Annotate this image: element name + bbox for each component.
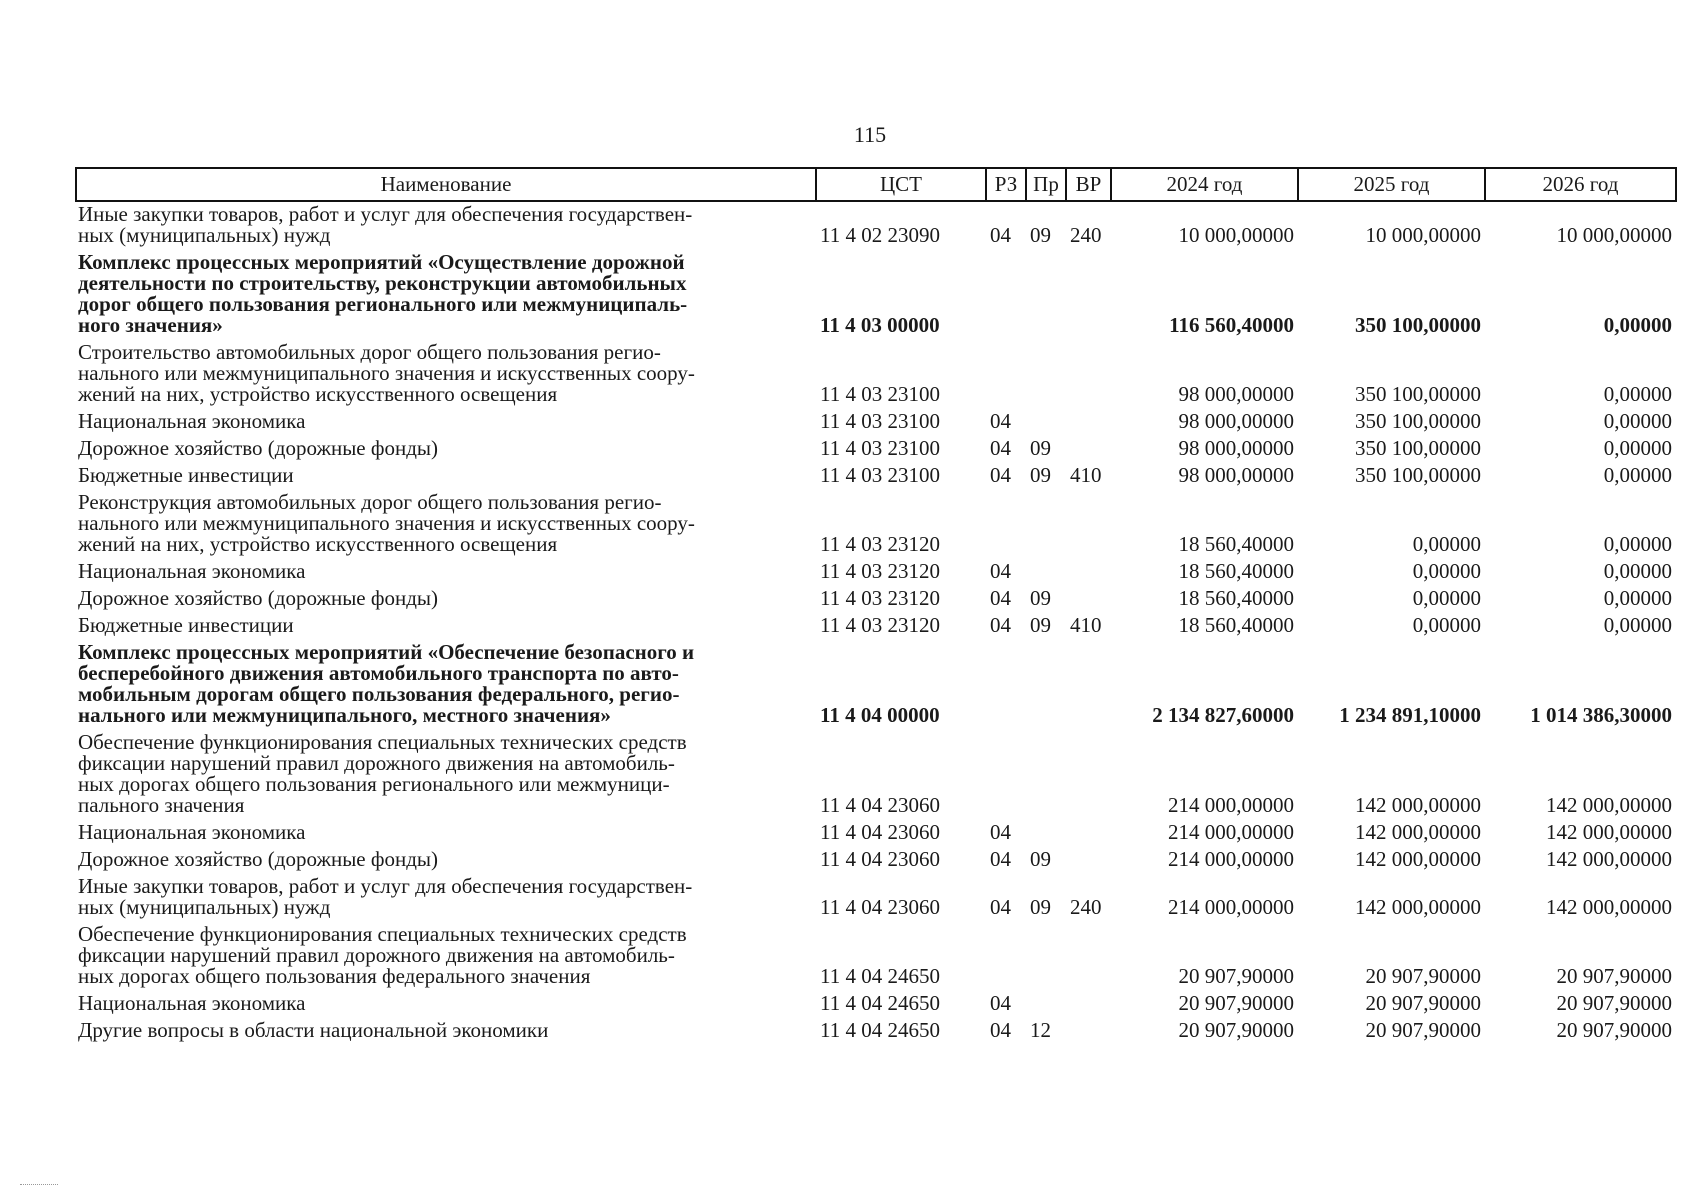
cell-pr — [1026, 820, 1066, 847]
cell-rz: 04 — [990, 613, 1011, 637]
cell-y2025: 142 000,00000 — [1355, 793, 1481, 817]
cell-pr: 09 — [1030, 223, 1051, 247]
table-row — [76, 874, 1676, 922]
cell-vr — [1066, 409, 1111, 436]
table-row — [76, 847, 1676, 874]
cell-name-line: Национальная экономика — [78, 559, 306, 583]
table-row — [76, 991, 1676, 1018]
cell-rz: 04 — [990, 463, 1011, 487]
cell-name-line: нального или межмуниципального значения и искусственных соору- — [78, 511, 695, 535]
cell-pr: 09 — [1030, 847, 1051, 871]
cell-name-line: ных (муниципальных) нужд — [78, 223, 331, 247]
table-body — [76, 201, 1676, 1045]
cell-cst: 11 4 04 24650 — [820, 1018, 940, 1042]
cell-name — [76, 463, 816, 490]
cell-y2026: 0,00000 — [1603, 559, 1672, 583]
cell-rz: 04 — [990, 586, 1011, 610]
cell-name — [76, 991, 816, 1018]
cell-y2024: 214 000,00000 — [1168, 820, 1294, 844]
cell-y2026: 0,00000 — [1603, 586, 1672, 610]
cell-y2025: 0,00000 — [1412, 586, 1481, 610]
cell-pr: 09 — [1030, 463, 1051, 487]
cell-name — [76, 1018, 816, 1045]
cell-y2024: 20 907,90000 — [1178, 1018, 1294, 1042]
cell-y2024: 98 000,00000 — [1178, 382, 1294, 406]
col-header-cst: ЦСТ — [816, 168, 986, 201]
cell-name-line: Комплекс процессных мероприятий «Обеспечение безопасного и — [78, 640, 695, 664]
cell-vr: 240 — [1070, 895, 1102, 919]
cell-cst: 11 4 04 23060 — [820, 820, 940, 844]
cell-y2024: 18 560,40000 — [1178, 613, 1294, 637]
cell-y2026: 142 000,00000 — [1546, 895, 1672, 919]
table-row — [76, 559, 1676, 586]
cell-y2024: 18 560,40000 — [1178, 559, 1294, 583]
table-row — [76, 613, 1676, 640]
cell-y2026: 142 000,00000 — [1546, 793, 1672, 817]
cell-cst: 11 4 04 24650 — [820, 991, 940, 1015]
cell-y2024: 98 000,00000 — [1178, 436, 1294, 460]
col-header-2026: 2026 год — [1485, 168, 1676, 201]
cell-name-line: Обеспечение функционирования специальных технических средств — [78, 922, 687, 946]
cell-y2024: 98 000,00000 — [1178, 463, 1294, 487]
cell-rz: 04 — [990, 559, 1011, 583]
cell-cst: 11 4 02 23090 — [820, 223, 940, 247]
cell-rz — [986, 640, 1026, 730]
cell-cst: 11 4 03 23100 — [820, 409, 940, 433]
table-row — [76, 201, 1676, 250]
cell-rz — [986, 340, 1026, 409]
cell-rz — [986, 730, 1026, 820]
cell-pr — [1026, 922, 1066, 991]
cell-y2026: 0,00000 — [1603, 313, 1672, 337]
cell-name — [76, 250, 816, 340]
table-row — [76, 250, 1676, 340]
cell-y2025: 0,00000 — [1412, 613, 1481, 637]
cell-name — [76, 436, 816, 463]
cell-name-line: пального значения — [78, 793, 245, 817]
cell-y2024: 2 134 827,60000 — [1152, 703, 1294, 727]
cell-y2026: 0,00000 — [1603, 613, 1672, 637]
cell-cst: 11 4 04 23060 — [820, 793, 940, 817]
cell-cst: 11 4 04 00000 — [820, 703, 940, 727]
col-header-rz: РЗ — [986, 168, 1026, 201]
cell-vr: 410 — [1070, 463, 1102, 487]
cell-y2026: 0,00000 — [1603, 532, 1672, 556]
cell-y2026: 20 907,90000 — [1556, 964, 1672, 988]
cell-vr — [1066, 490, 1111, 559]
cell-rz: 04 — [990, 820, 1011, 844]
cell-name-line: жений на них, устройство искусственного освещения — [78, 382, 558, 406]
table-row — [76, 820, 1676, 847]
cell-y2026: 0,00000 — [1603, 409, 1672, 433]
cell-rz: 04 — [990, 1018, 1011, 1042]
cell-pr — [1026, 991, 1066, 1018]
cell-cst: 11 4 03 23120 — [820, 532, 940, 556]
cell-y2026: 0,00000 — [1603, 463, 1672, 487]
cell-rz: 04 — [990, 436, 1011, 460]
table-row — [76, 1018, 1676, 1045]
cell-vr — [1066, 340, 1111, 409]
cell-name-line: нального или межмуниципального значения и искусственных соору- — [78, 361, 695, 385]
cell-vr — [1066, 922, 1111, 991]
cell-name — [76, 559, 816, 586]
cell-name-line: ных (муниципальных) нужд — [78, 895, 331, 919]
cell-pr — [1026, 409, 1066, 436]
cell-cst: 11 4 03 23120 — [820, 613, 940, 637]
cell-y2024: 214 000,00000 — [1168, 895, 1294, 919]
cell-name-line: фиксации нарушений правил дорожного движения на автомобиль- — [78, 751, 675, 775]
cell-y2024: 20 907,90000 — [1178, 991, 1294, 1015]
cell-vr: 240 — [1070, 223, 1102, 247]
cell-vr — [1066, 250, 1111, 340]
cell-rz: 04 — [990, 223, 1011, 247]
cell-cst: 11 4 04 23060 — [820, 895, 940, 919]
cell-name-line: ных дорогах общего пользования федерального значения — [78, 964, 591, 988]
cell-y2024: 20 907,90000 — [1178, 964, 1294, 988]
cell-y2024: 10 000,00000 — [1178, 223, 1294, 247]
cell-name-line: Дорожное хозяйство (дорожные фонды) — [78, 436, 439, 460]
table-row — [76, 436, 1676, 463]
cell-name — [76, 874, 816, 922]
cell-name — [76, 201, 816, 250]
cell-name-line: Национальная экономика — [78, 820, 306, 844]
cell-vr — [1066, 640, 1111, 730]
table-header — [76, 168, 1676, 201]
table-row — [76, 586, 1676, 613]
cell-vr — [1066, 559, 1111, 586]
cell-cst: 11 4 03 23100 — [820, 382, 940, 406]
cell-pr: 12 — [1030, 1018, 1051, 1042]
cell-pr — [1026, 340, 1066, 409]
cell-pr: 09 — [1030, 613, 1051, 637]
cell-pr — [1026, 640, 1066, 730]
cell-name-line: Дорожное хозяйство (дорожные фонды) — [78, 586, 439, 610]
col-header-2025: 2025 год — [1298, 168, 1485, 201]
cell-y2024: 18 560,40000 — [1178, 586, 1294, 610]
cell-vr — [1066, 847, 1111, 874]
cell-name-line: ных дорогах общего пользования регионального или межмуници- — [78, 772, 670, 796]
scan-mark — [20, 1182, 58, 1185]
cell-name-line: Национальная экономика — [78, 991, 306, 1015]
cell-y2026: 142 000,00000 — [1546, 820, 1672, 844]
cell-y2025: 142 000,00000 — [1355, 895, 1481, 919]
col-header-name: Наименование — [76, 168, 816, 201]
cell-name — [76, 922, 816, 991]
cell-y2024: 98 000,00000 — [1178, 409, 1294, 433]
cell-name-line: ного значения» — [78, 313, 223, 337]
cell-vr — [1066, 820, 1111, 847]
cell-name-line: Обеспечение функционирования специальных технических средств — [78, 730, 687, 754]
cell-rz: 04 — [990, 409, 1011, 433]
cell-pr: 09 — [1030, 586, 1051, 610]
cell-pr: 09 — [1030, 436, 1051, 460]
cell-y2026: 0,00000 — [1603, 382, 1672, 406]
cell-name-line: Дорожное хозяйство (дорожные фонды) — [78, 847, 439, 871]
cell-name-line: жений на них, устройство искусственного освещения — [78, 532, 558, 556]
cell-cst: 11 4 03 23120 — [820, 559, 940, 583]
cell-y2024: 214 000,00000 — [1168, 793, 1294, 817]
cell-vr — [1066, 436, 1111, 463]
cell-y2025: 0,00000 — [1412, 559, 1481, 583]
cell-pr — [1026, 250, 1066, 340]
cell-y2026: 10 000,00000 — [1556, 223, 1672, 247]
cell-name-line: Бюджетные инвестиции — [78, 463, 294, 487]
cell-rz: 04 — [990, 991, 1011, 1015]
cell-cst: 11 4 03 23100 — [820, 436, 940, 460]
col-header-pr: Пр — [1026, 168, 1066, 201]
cell-rz — [986, 490, 1026, 559]
cell-y2026: 1 014 386,30000 — [1530, 703, 1672, 727]
table-row — [76, 340, 1676, 409]
page-number: 115 — [853, 122, 887, 147]
cell-y2024: 214 000,00000 — [1168, 847, 1294, 871]
cell-rz: 04 — [990, 895, 1011, 919]
cell-name-line: Иные закупки товаров, работ и услуг для обеспечения государствен- — [78, 202, 693, 226]
cell-vr — [1066, 730, 1111, 820]
cell-name — [76, 586, 816, 613]
cell-name — [76, 490, 816, 559]
cell-cst: 11 4 04 24650 — [820, 964, 940, 988]
cell-name-line: Комплекс процессных мероприятий «Осуществление дорожной — [78, 250, 685, 274]
cell-y2025: 10 000,00000 — [1365, 223, 1481, 247]
cell-y2025: 20 907,90000 — [1365, 964, 1481, 988]
cell-y2026: 20 907,90000 — [1556, 991, 1672, 1015]
cell-y2026: 20 907,90000 — [1556, 1018, 1672, 1042]
cell-name — [76, 613, 816, 640]
cell-vr — [1066, 1018, 1111, 1045]
cell-y2025: 350 100,00000 — [1355, 382, 1481, 406]
cell-y2025: 350 100,00000 — [1355, 463, 1481, 487]
budget-table — [75, 167, 1677, 1045]
cell-cst: 11 4 03 23120 — [820, 586, 940, 610]
cell-y2025: 142 000,00000 — [1355, 820, 1481, 844]
cell-y2025: 350 100,00000 — [1355, 436, 1481, 460]
cell-y2025: 20 907,90000 — [1365, 991, 1481, 1015]
table-row — [76, 922, 1676, 991]
cell-rz — [986, 250, 1026, 340]
cell-name-line: Национальная экономика — [78, 409, 306, 433]
cell-y2026: 0,00000 — [1603, 436, 1672, 460]
cell-name-line: Иные закупки товаров, работ и услуг для обеспечения государствен- — [78, 874, 693, 898]
cell-cst: 11 4 03 23100 — [820, 463, 940, 487]
cell-y2025: 350 100,00000 — [1355, 409, 1481, 433]
cell-y2025: 1 234 891,10000 — [1339, 703, 1481, 727]
cell-y2025: 142 000,00000 — [1355, 847, 1481, 871]
cell-pr — [1026, 730, 1066, 820]
cell-y2026: 142 000,00000 — [1546, 847, 1672, 871]
cell-y2024: 116 560,40000 — [1169, 313, 1294, 337]
cell-name — [76, 847, 816, 874]
cell-y2025: 0,00000 — [1412, 532, 1481, 556]
table-row — [76, 490, 1676, 559]
cell-rz — [986, 922, 1026, 991]
col-header-2024: 2024 год — [1111, 168, 1298, 201]
table-row — [76, 409, 1676, 436]
cell-name-line: Бюджетные инвестиции — [78, 613, 294, 637]
cell-name-line: Реконструкция автомобильных дорог общего пользования регио- — [78, 490, 662, 514]
cell-name — [76, 730, 816, 820]
cell-vr: 410 — [1070, 613, 1102, 637]
cell-name-line: деятельности по строительству, реконструкции автомобильных — [78, 271, 687, 295]
table-row — [76, 640, 1676, 730]
cell-name-line: дорог общего пользования регионального или межмуниципаль- — [78, 292, 688, 316]
col-header-vr: ВР — [1066, 168, 1111, 201]
cell-y2025: 350 100,00000 — [1355, 313, 1481, 337]
table-row — [76, 730, 1676, 820]
cell-cst: 11 4 04 23060 — [820, 847, 940, 871]
cell-name — [76, 640, 816, 730]
cell-name-line: Другие вопросы в области национальной экономики — [78, 1018, 549, 1042]
cell-name-line: Строительство автомобильных дорог общего пользования регио- — [78, 340, 661, 364]
cell-pr — [1026, 559, 1066, 586]
cell-name — [76, 820, 816, 847]
cell-pr: 09 — [1030, 895, 1051, 919]
cell-name-line: нального или межмуниципального, местного значения» — [78, 703, 611, 727]
cell-vr — [1066, 991, 1111, 1018]
cell-cst: 11 4 03 00000 — [820, 313, 940, 337]
cell-name — [76, 409, 816, 436]
cell-vr — [1066, 586, 1111, 613]
cell-name — [76, 340, 816, 409]
cell-name-line: фиксации нарушений правил дорожного движения на автомобиль- — [78, 943, 675, 967]
cell-name-line: мобильным дорогам общего пользования федерального, регио- — [78, 682, 680, 706]
cell-rz: 04 — [990, 847, 1011, 871]
cell-y2024: 18 560,40000 — [1178, 532, 1294, 556]
cell-y2025: 20 907,90000 — [1365, 1018, 1481, 1042]
table-row — [76, 463, 1676, 490]
cell-pr — [1026, 490, 1066, 559]
cell-name-line: бесперебойного движения автомобильного транспорта по авто- — [78, 661, 679, 685]
